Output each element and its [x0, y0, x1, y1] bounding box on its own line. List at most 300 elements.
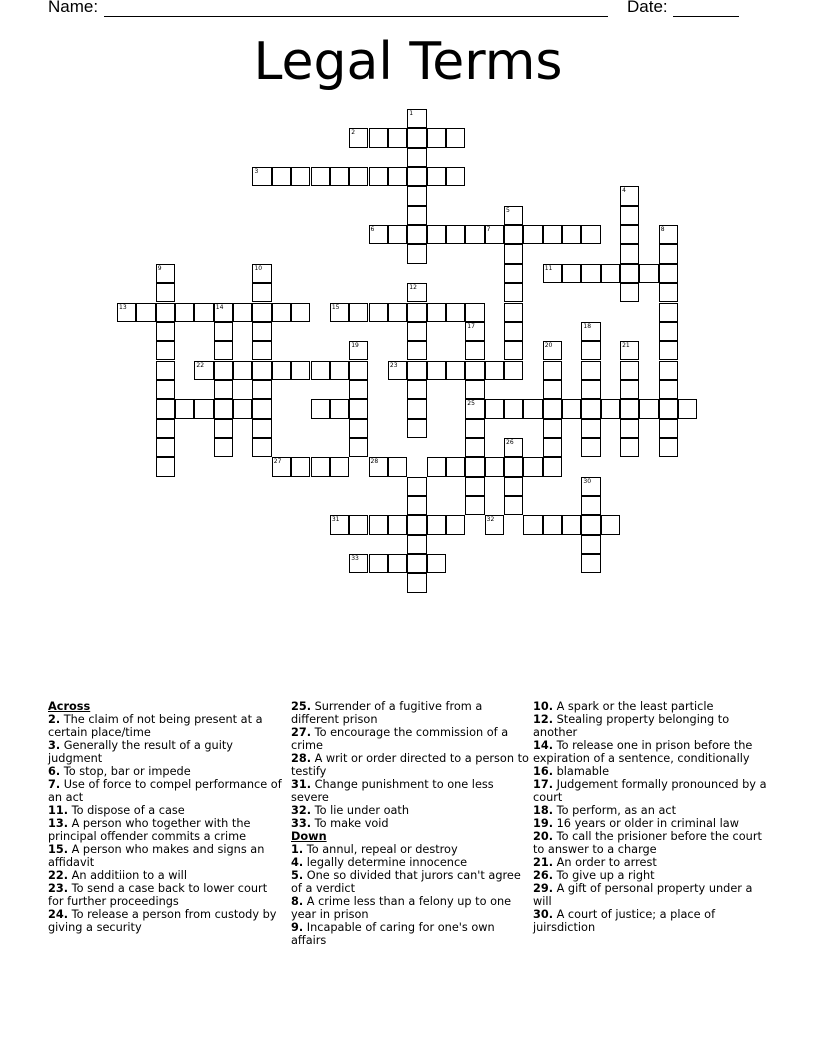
grid-cell[interactable]: [388, 457, 407, 476]
clue-item-number: 17.: [533, 778, 554, 791]
clue-item: [533, 882, 771, 908]
grid-cell[interactable]: [349, 419, 368, 438]
clue-item: [533, 869, 771, 882]
grid-cell[interactable]: [465, 496, 484, 515]
clue-item-number: 13.: [48, 817, 69, 830]
name-label: Name:: [48, 0, 99, 16]
grid-cell[interactable]: [620, 380, 639, 399]
clue-number: 26: [506, 438, 514, 446]
grid-cell[interactable]: [407, 361, 426, 380]
grid-cell[interactable]: [504, 225, 523, 244]
grid-cell[interactable]: [601, 264, 620, 283]
clue-item-number: 24.: [48, 908, 69, 921]
grid-cell[interactable]: [446, 303, 465, 322]
grid-cell[interactable]: [156, 419, 175, 438]
grid-cell[interactable]: [446, 457, 465, 476]
clue-item: [291, 700, 529, 726]
grid-cell[interactable]: [252, 419, 271, 438]
grid-cell[interactable]: [156, 380, 175, 399]
grid-cell[interactable]: [504, 399, 523, 418]
grid-cell[interactable]: [349, 554, 368, 573]
grid-cell[interactable]: [388, 361, 407, 380]
grid-cell[interactable]: [407, 573, 426, 592]
clue-item-text: To release one in prison before the expiration of a sentence, conditionally: [533, 739, 753, 765]
grid-cell[interactable]: [349, 399, 368, 418]
grid-cell[interactable]: [543, 380, 562, 399]
clue-item: [533, 739, 771, 765]
grid-cell[interactable]: [581, 419, 600, 438]
grid-cell[interactable]: [407, 109, 426, 128]
clue-item-number: 29.: [533, 882, 554, 895]
clue-item: [291, 817, 529, 830]
grid-cell[interactable]: [659, 438, 678, 457]
grid-cell[interactable]: [659, 264, 678, 283]
grid-cell[interactable]: [407, 303, 426, 322]
grid-cell[interactable]: [504, 264, 523, 283]
grid-cell[interactable]: [330, 457, 349, 476]
grid-cell[interactable]: [620, 341, 639, 360]
grid-cell[interactable]: [427, 128, 446, 147]
grid-cell[interactable]: [369, 554, 388, 573]
grid-cell[interactable]: [562, 264, 581, 283]
clue-item-number: 6.: [48, 765, 61, 778]
grid-cell[interactable]: [407, 167, 426, 186]
clue-item-number: 3.: [48, 739, 61, 752]
grid-cell[interactable]: [543, 361, 562, 380]
grid-cell[interactable]: [581, 322, 600, 341]
clue-item-text: Judgement formally pronounced by a court: [533, 778, 767, 804]
grid-cell[interactable]: [407, 380, 426, 399]
grid-cell[interactable]: [330, 303, 349, 322]
grid-cell[interactable]: [407, 186, 426, 205]
grid-cell[interactable]: [214, 341, 233, 360]
grid-cell[interactable]: [311, 399, 330, 418]
clue-item: [48, 869, 286, 882]
grid-cell[interactable]: [136, 303, 155, 322]
clue-item: [48, 765, 286, 778]
grid-cell[interactable]: [291, 457, 310, 476]
clue-item: [533, 765, 771, 778]
clue-item: [291, 804, 529, 817]
grid-cell[interactable]: [214, 419, 233, 438]
grid-cell[interactable]: [388, 128, 407, 147]
grid-cell[interactable]: [581, 341, 600, 360]
clue-item-number: 7.: [48, 778, 61, 791]
grid-cell[interactable]: [543, 438, 562, 457]
clue-item-text: Generally the result of a guity judgment: [48, 739, 233, 765]
clue-item-text: Surrender of a fugitive from a different prison: [291, 700, 483, 726]
grid-cell[interactable]: [543, 264, 562, 283]
grid-cell[interactable]: [194, 303, 213, 322]
grid-cell[interactable]: [659, 361, 678, 380]
clue-item-text: Incapable of caring for one's own affairs: [291, 921, 495, 947]
grid-cell[interactable]: [581, 399, 600, 418]
clue-number: 8: [660, 226, 665, 234]
grid-cell[interactable]: [407, 515, 426, 534]
grid-cell[interactable]: [330, 361, 349, 380]
grid-cell[interactable]: [349, 167, 368, 186]
clue-item: [291, 895, 529, 921]
grid-cell[interactable]: [659, 380, 678, 399]
clue-item: [291, 752, 529, 778]
grid-cell[interactable]: [369, 515, 388, 534]
grid-cell[interactable]: [407, 148, 426, 167]
grid-cell[interactable]: [233, 303, 252, 322]
grid-cell[interactable]: [485, 361, 504, 380]
grid-cell[interactable]: [543, 225, 562, 244]
grid-cell[interactable]: [562, 515, 581, 534]
grid-cell[interactable]: [543, 515, 562, 534]
grid-cell[interactable]: [465, 419, 484, 438]
grid-cell[interactable]: [272, 303, 291, 322]
grid-cell[interactable]: [465, 399, 484, 418]
grid-cell[interactable]: [446, 167, 465, 186]
grid-cell[interactable]: [465, 322, 484, 341]
grid-cell[interactable]: [427, 361, 446, 380]
clue-number: 28: [370, 458, 379, 466]
clue-item-number: 2.: [48, 713, 61, 726]
grid-cell[interactable]: [156, 361, 175, 380]
grid-cell[interactable]: [465, 477, 484, 496]
grid-cell[interactable]: [659, 419, 678, 438]
grid-cell[interactable]: [485, 225, 504, 244]
grid-cell[interactable]: [427, 515, 446, 534]
grid-cell[interactable]: [214, 303, 233, 322]
clue-section-heading: Down: [291, 830, 327, 843]
grid-cell[interactable]: [465, 341, 484, 360]
grid-cell[interactable]: [446, 225, 465, 244]
clue-number: 30: [583, 477, 592, 485]
grid-cell[interactable]: [349, 128, 368, 147]
clue-item: [291, 726, 529, 752]
grid-cell[interactable]: [601, 515, 620, 534]
grid-cell[interactable]: [465, 225, 484, 244]
clue-item-number: 4.: [291, 856, 304, 869]
grid-cell[interactable]: [156, 457, 175, 476]
grid-cell[interactable]: [620, 361, 639, 380]
clue-item-number: 9.: [291, 921, 304, 934]
grid-cell[interactable]: [620, 283, 639, 302]
clue-number: 33: [351, 555, 359, 563]
grid-cell[interactable]: [504, 496, 523, 515]
clue-item: [48, 882, 286, 908]
grid-cell[interactable]: [291, 361, 310, 380]
grid-cell[interactable]: [620, 244, 639, 263]
clue-item: [48, 843, 286, 869]
grid-cell[interactable]: [194, 399, 213, 418]
grid-cell[interactable]: [156, 399, 175, 418]
clue-item-number: 33.: [291, 817, 312, 830]
clue-item-number: 26.: [533, 869, 554, 882]
grid-cell[interactable]: [214, 361, 233, 380]
grid-cell[interactable]: [659, 283, 678, 302]
grid-cell[interactable]: [581, 264, 600, 283]
grid-cell[interactable]: [504, 322, 523, 341]
grid-cell[interactable]: [311, 167, 330, 186]
grid-cell[interactable]: [581, 515, 600, 534]
grid-cell[interactable]: [388, 515, 407, 534]
grid-cell[interactable]: [407, 554, 426, 573]
clue-number: 1: [409, 110, 414, 117]
clue-item-number: 8.: [291, 895, 304, 908]
grid-cell[interactable]: [465, 438, 484, 457]
grid-cell[interactable]: [446, 128, 465, 147]
grid-cell[interactable]: [407, 225, 426, 244]
clue-item-number: 1.: [291, 843, 304, 856]
clue-number: 10: [254, 264, 263, 272]
grid-cell[interactable]: [252, 399, 271, 418]
grid-cell[interactable]: [233, 399, 252, 418]
clue-item-text: To call the prisioner before the court to answer to a charge: [533, 830, 762, 856]
grid-cell[interactable]: [349, 341, 368, 360]
grid-cell[interactable]: [388, 554, 407, 573]
grid-cell[interactable]: [214, 399, 233, 418]
grid-cell[interactable]: [330, 399, 349, 418]
grid-cell[interactable]: [407, 322, 426, 341]
puzzle-title: Legal Terms: [253, 32, 563, 92]
clue-item-number: 21.: [533, 856, 554, 869]
grid-cell[interactable]: [369, 167, 388, 186]
grid-cell[interactable]: [543, 419, 562, 438]
clue-item-number: 20.: [533, 830, 554, 843]
grid-cell[interactable]: [156, 438, 175, 457]
clue-item-number: 14.: [533, 739, 554, 752]
grid-cell[interactable]: [601, 399, 620, 418]
grid-cell[interactable]: [388, 167, 407, 186]
grid-cell[interactable]: [175, 303, 194, 322]
clue-item-text: A writ or order directed to a person to testify: [291, 752, 529, 778]
grid-cell[interactable]: [407, 341, 426, 360]
grid-cell[interactable]: [407, 283, 426, 302]
clue-section-heading: Across: [48, 700, 91, 713]
clue-item-text: 16 years or older in criminal law: [553, 817, 739, 830]
grid-cell[interactable]: [504, 477, 523, 496]
clue-item-text: A person who together with the principal offender commits a crime: [48, 817, 251, 843]
grid-cell[interactable]: [562, 225, 581, 244]
grid-cell[interactable]: [252, 264, 271, 283]
grid-cell[interactable]: [581, 380, 600, 399]
grid-cell[interactable]: [407, 206, 426, 225]
grid-cell[interactable]: [369, 457, 388, 476]
grid-cell[interactable]: [639, 399, 658, 418]
grid-cell[interactable]: [427, 225, 446, 244]
grid-cell[interactable]: [252, 322, 271, 341]
grid-cell[interactable]: [581, 554, 600, 573]
grid-cell[interactable]: [388, 225, 407, 244]
grid-cell[interactable]: [581, 361, 600, 380]
grid-cell[interactable]: [291, 303, 310, 322]
grid-cell[interactable]: [504, 303, 523, 322]
grid-cell[interactable]: [156, 264, 175, 283]
grid-cell[interactable]: [407, 496, 426, 515]
grid-cell[interactable]: [311, 361, 330, 380]
grid-cell[interactable]: [175, 399, 194, 418]
clue-item: [48, 778, 286, 804]
grid-cell[interactable]: [407, 419, 426, 438]
grid-cell[interactable]: [388, 303, 407, 322]
clue-number: 25: [467, 400, 475, 408]
clue-item: [533, 817, 771, 830]
clue-item-number: 30.: [533, 908, 554, 921]
grid-cell[interactable]: [620, 399, 639, 418]
grid-cell[interactable]: [252, 303, 271, 322]
grid-cell[interactable]: [369, 128, 388, 147]
grid-cell[interactable]: [485, 457, 504, 476]
grid-cell[interactable]: [446, 361, 465, 380]
grid-cell[interactable]: [581, 225, 600, 244]
grid-cell[interactable]: [156, 283, 175, 302]
clue-number: 5: [506, 206, 510, 214]
clue-item: [533, 778, 771, 804]
grid-cell[interactable]: [659, 225, 678, 244]
grid-cell[interactable]: [252, 167, 271, 186]
grid-cell[interactable]: [349, 515, 368, 534]
grid-cell[interactable]: [407, 128, 426, 147]
grid-cell[interactable]: [407, 244, 426, 263]
grid-cell[interactable]: [330, 167, 349, 186]
clue-item-text: An additiion to a will: [68, 869, 187, 882]
grid-cell[interactable]: [678, 399, 697, 418]
grid-cell[interactable]: [349, 303, 368, 322]
grid-cell[interactable]: [543, 399, 562, 418]
clue-item-text: To send a case back to lower court for further proceedings: [48, 882, 268, 908]
grid-cell[interactable]: [407, 477, 426, 496]
grid-cell[interactable]: [581, 438, 600, 457]
clue-number: 4: [622, 187, 626, 195]
clue-item-text: To encourage the commission of a crime: [291, 726, 509, 752]
grid-cell[interactable]: [523, 225, 542, 244]
grid-cell[interactable]: [562, 399, 581, 418]
grid-cell[interactable]: [272, 457, 291, 476]
grid-cell[interactable]: [485, 515, 504, 534]
grid-cell[interactable]: [272, 167, 291, 186]
grid-cell[interactable]: [465, 457, 484, 476]
grid-cell[interactable]: [427, 303, 446, 322]
grid-cell[interactable]: [659, 341, 678, 360]
clue-item-text: One so divided that jurors can't agree of a verdict: [291, 869, 521, 895]
clue-number: 3: [254, 168, 259, 176]
clue-number: 2: [351, 129, 356, 137]
grid-cell[interactable]: [214, 380, 233, 399]
grid-cell[interactable]: [581, 535, 600, 554]
clue-item-text: To stop, bar or impede: [60, 765, 191, 778]
grid-cell[interactable]: [504, 206, 523, 225]
grid-cell[interactable]: [291, 167, 310, 186]
clue-item-number: 27.: [291, 726, 312, 739]
grid-cell[interactable]: [369, 303, 388, 322]
grid-cell[interactable]: [156, 341, 175, 360]
grid-cell[interactable]: [214, 438, 233, 457]
clue-item: [291, 778, 529, 804]
clue-item: [291, 843, 529, 856]
grid-cell[interactable]: [156, 322, 175, 341]
grid-cell[interactable]: [639, 264, 658, 283]
grid-cell[interactable]: [349, 438, 368, 457]
clue-item-number: 18.: [533, 804, 554, 817]
clue-item-number: 10.: [533, 700, 554, 713]
grid-cell[interactable]: [523, 399, 542, 418]
grid-cell[interactable]: [620, 264, 639, 283]
grid-cell[interactable]: [485, 399, 504, 418]
grid-cell[interactable]: [349, 361, 368, 380]
grid-cell[interactable]: [349, 380, 368, 399]
grid-cell[interactable]: [504, 361, 523, 380]
grid-cell[interactable]: [369, 225, 388, 244]
grid-cell[interactable]: [659, 244, 678, 263]
grid-cell[interactable]: [252, 341, 271, 360]
grid-cell[interactable]: [620, 438, 639, 457]
clue-item-text: A person who makes and signs an affidavit: [48, 843, 265, 869]
grid-cell[interactable]: [543, 341, 562, 360]
clue-number: 13: [119, 303, 127, 311]
grid-cell[interactable]: [214, 322, 233, 341]
grid-cell[interactable]: [504, 341, 523, 360]
grid-cell[interactable]: [407, 535, 426, 554]
grid-cell[interactable]: [233, 361, 252, 380]
grid-cell[interactable]: [504, 244, 523, 263]
clue-item-text: A gift of personal property under a will: [533, 882, 753, 908]
grid-cell[interactable]: [543, 457, 562, 476]
clue-item: [533, 713, 771, 739]
grid-cell[interactable]: [117, 303, 136, 322]
grid-cell[interactable]: [504, 457, 523, 476]
grid-cell[interactable]: [446, 515, 465, 534]
grid-cell[interactable]: [504, 283, 523, 302]
clue-item: [533, 700, 771, 713]
grid-cell[interactable]: [252, 283, 271, 302]
grid-cell[interactable]: [407, 399, 426, 418]
grid-cell[interactable]: [272, 361, 291, 380]
grid-cell[interactable]: [156, 303, 175, 322]
clue-item: [48, 817, 286, 843]
clue-item-text: To release a person from custody by giving a security: [48, 908, 277, 934]
grid-cell[interactable]: [523, 515, 542, 534]
grid-cell[interactable]: [581, 496, 600, 515]
clue-item-text: To make void: [311, 817, 389, 830]
grid-cell[interactable]: [252, 380, 271, 399]
clue-number: 11: [544, 264, 553, 272]
grid-cell[interactable]: [311, 457, 330, 476]
grid-cell[interactable]: [194, 361, 213, 380]
grid-cell[interactable]: [465, 361, 484, 380]
grid-cell[interactable]: [659, 303, 678, 322]
grid-cell[interactable]: [252, 361, 271, 380]
clue-item-number: 31.: [291, 778, 312, 791]
grid-cell[interactable]: [252, 438, 271, 457]
grid-cell[interactable]: [659, 322, 678, 341]
grid-cell[interactable]: [620, 206, 639, 225]
grid-cell[interactable]: [581, 477, 600, 496]
grid-cell[interactable]: [620, 186, 639, 205]
clue-item-text: blamable: [553, 765, 610, 778]
grid-cell[interactable]: [427, 554, 446, 573]
clue-item: [291, 856, 529, 869]
grid-cell[interactable]: [465, 380, 484, 399]
grid-cell[interactable]: [465, 303, 484, 322]
grid-cell[interactable]: [427, 457, 446, 476]
clue-item-text: An order to arrest: [553, 856, 657, 869]
grid-cell[interactable]: [330, 515, 349, 534]
grid-cell[interactable]: [504, 438, 523, 457]
grid-cell[interactable]: [620, 225, 639, 244]
clue-number: 20: [544, 342, 553, 350]
grid-cell[interactable]: [427, 167, 446, 186]
grid-cell[interactable]: [620, 419, 639, 438]
clue-item-text: To annul, repeal or destroy: [303, 843, 458, 856]
grid-cell[interactable]: [659, 399, 678, 418]
date-label: Date:: [627, 0, 668, 16]
grid-cell[interactable]: [523, 457, 542, 476]
